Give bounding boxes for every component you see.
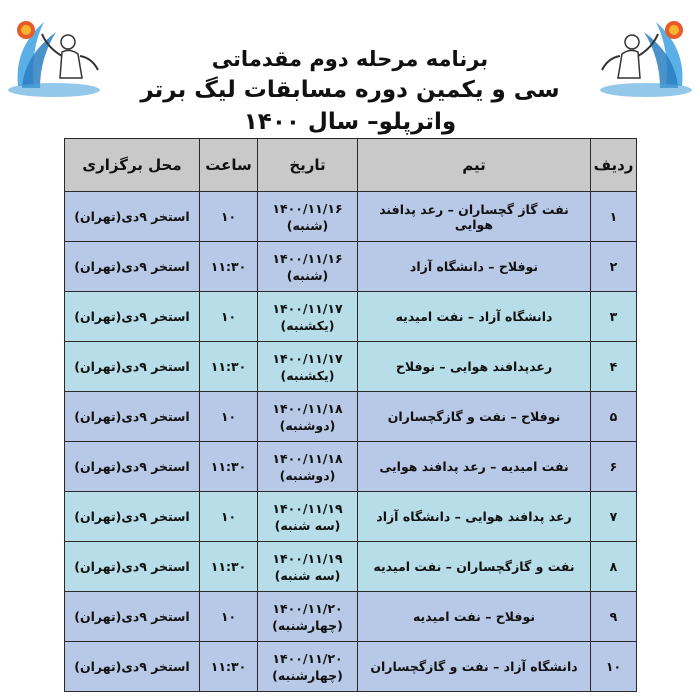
match-day: (شنبه) xyxy=(286,267,329,283)
match-day: (چهارشنبه) xyxy=(272,617,343,633)
match-date-cell xyxy=(258,392,358,442)
row-number: ۴ xyxy=(591,342,637,392)
table-row xyxy=(65,592,637,642)
table-row xyxy=(65,192,637,242)
match-teams: رعدپدافند هوایی – نوفلاح xyxy=(358,342,591,392)
match-time: ۱۱:۳۰ xyxy=(200,542,258,592)
match-date: ۱۴۰۰/۱۱/۱۹ xyxy=(272,500,343,516)
match-date: ۱۴۰۰/۱۱/۱۸ xyxy=(272,400,343,416)
row-number: ۱ xyxy=(591,192,637,242)
match-venue: استخر ۹دی(تهران) xyxy=(65,342,200,392)
table-row xyxy=(65,492,637,542)
row-number: ۸ xyxy=(591,542,637,592)
row-number: ۳ xyxy=(591,292,637,342)
match-venue: استخر ۹دی(تهران) xyxy=(65,642,200,692)
match-time: ۱۰ xyxy=(200,392,258,442)
table-row xyxy=(65,642,637,692)
row-number: ۵ xyxy=(591,392,637,442)
match-venue: استخر ۹دی(تهران) xyxy=(65,242,200,292)
match-time: ۱۱:۳۰ xyxy=(200,442,258,492)
match-time: ۱۰ xyxy=(200,192,258,242)
match-teams: نفت امیدیه – رعد پدافند هوایی xyxy=(358,442,591,492)
title-line-2: سی و یکمین دوره مسابقات لیگ برتر واترپلو– سال ۱۴۰۰ xyxy=(140,77,560,135)
schedule-table xyxy=(64,138,637,692)
match-venue: استخر ۹دی(تهران) xyxy=(65,192,200,242)
row-number: ۶ xyxy=(591,442,637,492)
match-day: (یکشنبه) xyxy=(280,317,335,333)
row-number: ۷ xyxy=(591,492,637,542)
match-venue: استخر ۹دی(تهران) xyxy=(65,292,200,342)
header-time: ساعت xyxy=(200,139,258,192)
match-venue: استخر ۹دی(تهران) xyxy=(65,492,200,542)
match-day: (دوشنبه) xyxy=(279,417,336,433)
table-row xyxy=(65,542,637,592)
match-time: ۱۱:۳۰ xyxy=(200,342,258,392)
table-header-row xyxy=(65,139,637,192)
match-teams: نفت گاز گچساران – رعد پدافند هوایی xyxy=(358,192,591,242)
match-time: ۱۰ xyxy=(200,592,258,642)
match-date-cell xyxy=(258,242,358,292)
match-date: ۱۴۰۰/۱۱/۱۹ xyxy=(272,550,343,566)
match-day: (سه شنبه) xyxy=(274,517,341,533)
match-date: ۱۴۰۰/۱۱/۱۶ xyxy=(272,250,343,266)
match-venue: استخر ۹دی(تهران) xyxy=(65,392,200,442)
match-teams: نوفلاح – نفت و گازگچساران xyxy=(358,392,591,442)
table-row xyxy=(65,442,637,492)
row-number: ۲ xyxy=(591,242,637,292)
match-date: ۱۴۰۰/۱۱/۲۰ xyxy=(272,650,343,666)
table-row xyxy=(65,392,637,442)
match-venue: استخر ۹دی(تهران) xyxy=(65,542,200,592)
match-teams: دانشگاه آزاد – نفت و گازگچساران xyxy=(358,642,591,692)
table-row xyxy=(65,242,637,292)
match-teams: نوفلاح – دانشگاه آزاد xyxy=(358,242,591,292)
table-row xyxy=(65,342,637,392)
row-number: ۱۰ xyxy=(591,642,637,692)
water-polo-player-icon xyxy=(592,8,696,108)
match-day: (سه شنبه) xyxy=(274,567,341,583)
match-date-cell xyxy=(258,192,358,242)
match-teams: نوفلاح – نفت امیدیه xyxy=(358,592,591,642)
match-date-cell xyxy=(258,492,358,542)
match-date-cell xyxy=(258,592,358,642)
header-venue: محل برگزاری xyxy=(65,139,200,192)
match-teams: نفت و گازگچساران – نفت امیدیه xyxy=(358,542,591,592)
table-row xyxy=(65,292,637,342)
match-time: ۱۰ xyxy=(200,292,258,342)
match-day: (چهارشنبه) xyxy=(272,667,343,683)
row-number: ۹ xyxy=(591,592,637,642)
match-date-cell xyxy=(258,442,358,492)
water-polo-logo-left xyxy=(4,8,108,108)
match-venue: استخر ۹دی(تهران) xyxy=(65,592,200,642)
match-teams: رعد پدافند هوایی – دانشگاه آزاد xyxy=(358,492,591,542)
match-date: ۱۴۰۰/۱۱/۱۸ xyxy=(272,450,343,466)
match-day: (دوشنبه) xyxy=(279,467,336,483)
water-polo-logo-right xyxy=(592,8,696,108)
match-date-cell xyxy=(258,642,358,692)
match-date: ۱۴۰۰/۱۱/۱۷ xyxy=(272,300,343,316)
header-date: تاریخ xyxy=(258,139,358,192)
match-date: ۱۴۰۰/۱۱/۱۶ xyxy=(272,200,343,216)
match-time: ۱۰ xyxy=(200,492,258,542)
page-title xyxy=(110,44,590,138)
title-line-1: برنامه مرحله دوم مقدماتی xyxy=(211,47,489,71)
match-date-cell xyxy=(258,342,358,392)
match-venue: استخر ۹دی(تهران) xyxy=(65,442,200,492)
match-teams: دانشگاه آزاد – نفت امیدیه xyxy=(358,292,591,342)
header-team: تیم xyxy=(358,139,591,192)
match-date: ۱۴۰۰/۱۱/۲۰ xyxy=(272,600,343,616)
match-date-cell xyxy=(258,542,358,592)
match-day: (شنبه) xyxy=(286,217,329,233)
match-day: (یکشنبه) xyxy=(280,367,335,383)
header-row-number: ردیف xyxy=(591,139,637,192)
match-time: ۱۱:۳۰ xyxy=(200,642,258,692)
match-date-cell xyxy=(258,292,358,342)
match-time: ۱۱:۳۰ xyxy=(200,242,258,292)
water-polo-player-icon xyxy=(4,8,108,108)
match-date: ۱۴۰۰/۱۱/۱۷ xyxy=(272,350,343,366)
